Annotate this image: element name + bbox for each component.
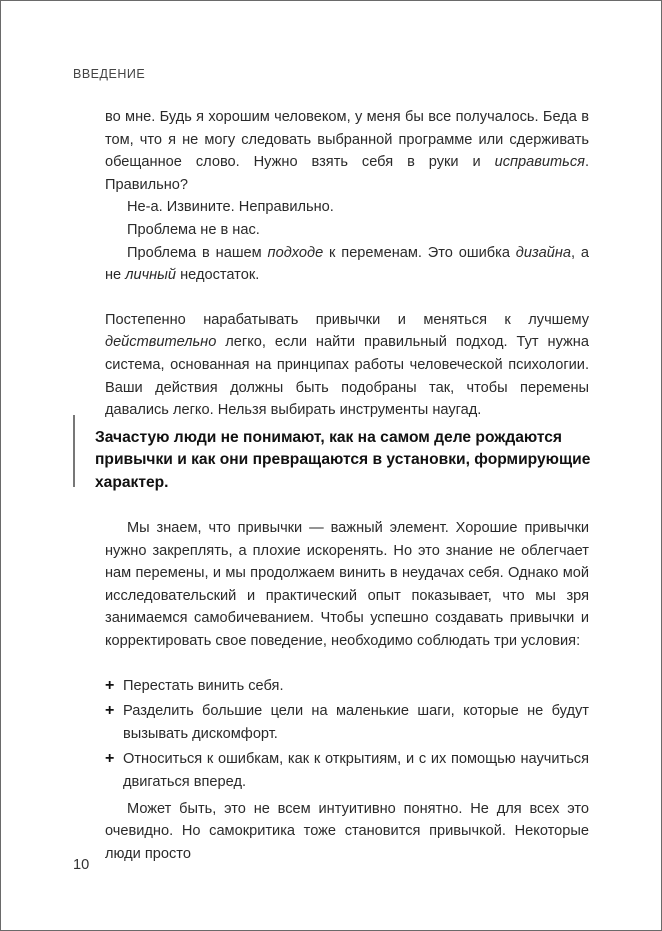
list-item: + Разделить большие цели на маленькие шаги, которые не будут вызывать дискомфорт. — [105, 702, 589, 742]
list-item: + Перестать винить себя. — [105, 675, 589, 698]
paragraph-gap — [105, 287, 589, 309]
paragraph-self-criticism: Может быть, это не всем интуитивно понятно. Не для всех это очевидно. Но самокритика тоже становится привычкой. Некоторые люди просто — [105, 800, 589, 862]
page-number: 10 — [73, 857, 90, 873]
emphasis-lichny: личный — [125, 267, 177, 284]
line-no: Не-а. Извините. Неправильно. — [127, 199, 334, 216]
conditions-list — [105, 675, 589, 794]
emphasis-ispravitsya: исправиться — [494, 154, 585, 171]
body-text-bottom — [105, 517, 589, 865]
emphasis-dizayna: дизайна — [515, 244, 571, 261]
running-head: ВВЕДЕНИЕ — [73, 67, 146, 81]
plus-icon: + — [105, 676, 115, 694]
paragraph-habits: Постепенно нарабатывать привычки и меняться к лучшему действительно легко, если найти правильный подход. Тут нужна система, основанная на принципах работы человеческой психологии. Ваши действия должны быть подобраны так, чтобы перемены давались легко. Нельзя выбирать инструменты наугад. — [105, 311, 589, 419]
paragraph-gap — [105, 653, 589, 675]
pull-quote-text: Зачастую люди не понимают, как на самом деле рождаются привычки и как они превращаются в установки, формирующие характер. — [95, 429, 591, 491]
line-problem: Проблема не в нас. — [127, 221, 260, 238]
paragraph-continuation: во мне. Будь я хорошим человеком, у меня бы все получалось. Беда в том, что я не могу следовать выбранной программе или сдерживать обещанное слово. Нужно взять себя в руки и исправиться. Правильно? — [105, 109, 589, 193]
body-text-top — [105, 106, 589, 422]
plus-icon: + — [105, 750, 115, 768]
emphasis-deystvitelno: действительно — [105, 334, 217, 351]
pull-quote — [73, 415, 595, 491]
plus-icon: + — [105, 702, 115, 720]
emphasis-podkhode: подходе — [267, 244, 324, 261]
paragraph-approach: Проблема в нашем подходе к переменам. Это ошибка дизайна, а не личный недостаток. — [105, 244, 590, 284]
paragraph-conditions: Мы знаем, что привычки — важный элемент. Хорошие привычки нужно закреплять, а плохие искоренять. Но это знание не облегчает нам перемены, и мы продолжаем винить в неудачах себя. Однако мой исследовательский и практический опыт показывает, что мы зря занимаемся самобичеванием. Чтобы успешно создавать привычки и корректировать свое поведение, необходимо соблюдать три условия: — [105, 520, 589, 649]
list-item: + Относиться к ошибкам, как к открытиям, и с их помощью научиться двигаться вперед. — [105, 750, 589, 790]
